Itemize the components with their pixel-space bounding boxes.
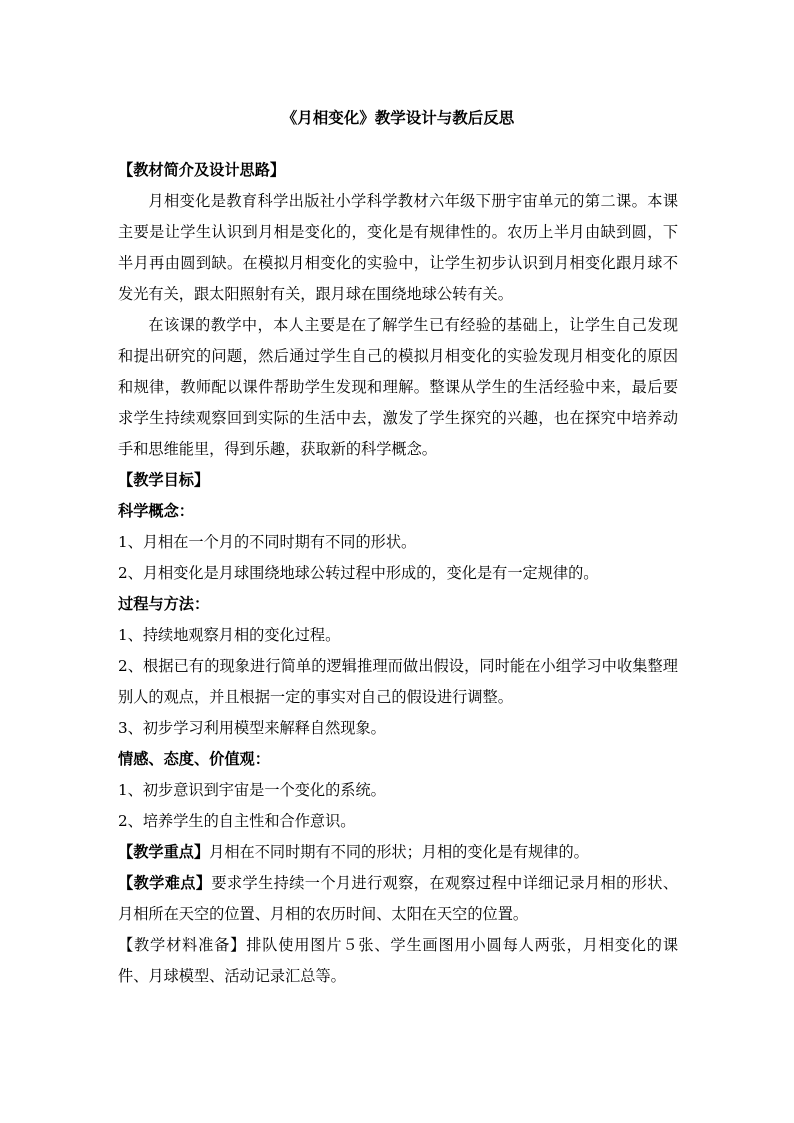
subheading-emotion-values: 情感、态度、价值观：: [118, 750, 270, 768]
list-item: 1、初步意识到宇宙是一个变化的系统。: [118, 781, 386, 799]
list-item: 2、月相变化是月球围绕地球公转过程中形成的，变化是有一定规律的。: [118, 564, 599, 582]
difficulty-section: [118, 868, 678, 930]
intro-paragraph: 在该课的教学中，本人主要是在了解学生已有经验的基础上，让学生自己发现和提出研究的问题，然后通过学生自己的模拟月相变化的实验发现月相变化的原因和规律，教师配以课件帮助学生发现和理解。整课从学生的生活经验中来，最后要求学生持续观察回到实际的生活中去，激发了学生探究的兴趣，也在探究中培养动手和思维能里，得到乐趣，获取新的科学概念。: [118, 316, 678, 458]
materials-label: 【教学材料准备】: [118, 936, 247, 954]
intro-paragraph: 月相变化是教育科学出版社小学科学教材六年级下册宇宙单元的第二课。本课主要是让学生认识到月相是变化的，变化是有规律性的。农历上半月由缺到圆，下半月再由圆到缺。在模拟月相变化的实验中，让学生初步认识到月相变化跟月球不发光有关，跟太阳照射有关，跟月球在围绕地球公转有关。: [118, 192, 678, 303]
section-heading-goals: 【教学目标】: [118, 471, 210, 489]
list-item: 1、月相在一个月的不同时期有不同的形状。: [118, 533, 417, 551]
subheading-science-concepts: 科学概念：: [118, 502, 194, 520]
section-heading-intro: 【教材简介及设计思路】: [118, 161, 286, 179]
list-item: 1、持续地观察月相的变化过程。: [118, 626, 341, 644]
document-title: 《月相变化》教学设计与教后反思: [281, 108, 515, 127]
key-point-label: 【教学重点】: [118, 843, 210, 861]
key-point-section: [118, 837, 678, 868]
list-item: 3、初步学习利用模型来解释自然现象。: [118, 719, 386, 737]
difficulty-text: 要求学生持续一个月进行观察，在观察过程中详细记录月相的形状、月相所在天空的位置、月相的农历时间、太阳在天空的位置。: [118, 874, 679, 923]
subheading-process-methods: 过程与方法：: [118, 595, 210, 613]
document-content: [118, 102, 678, 992]
materials-section: [118, 930, 678, 992]
list-item: 2、根据已有的现象进行简单的逻辑推理而做出假设，同时能在小组学习中收集整理别人的观点，并且根据一定的事实对自己的假设进行调整。: [118, 657, 678, 706]
key-point-text: 月相在不同时期有不同的形状；月相的变化是有规律的。: [209, 843, 589, 861]
difficulty-label: 【教学难点】: [118, 874, 212, 892]
materials-text: 排队使用图片５张、学生画图用小圆每人两张，月相变化的课件、月球模型、活动记录汇总等。: [118, 936, 679, 985]
list-item: 2、培养学生的自主性和合作意识。: [118, 812, 356, 830]
